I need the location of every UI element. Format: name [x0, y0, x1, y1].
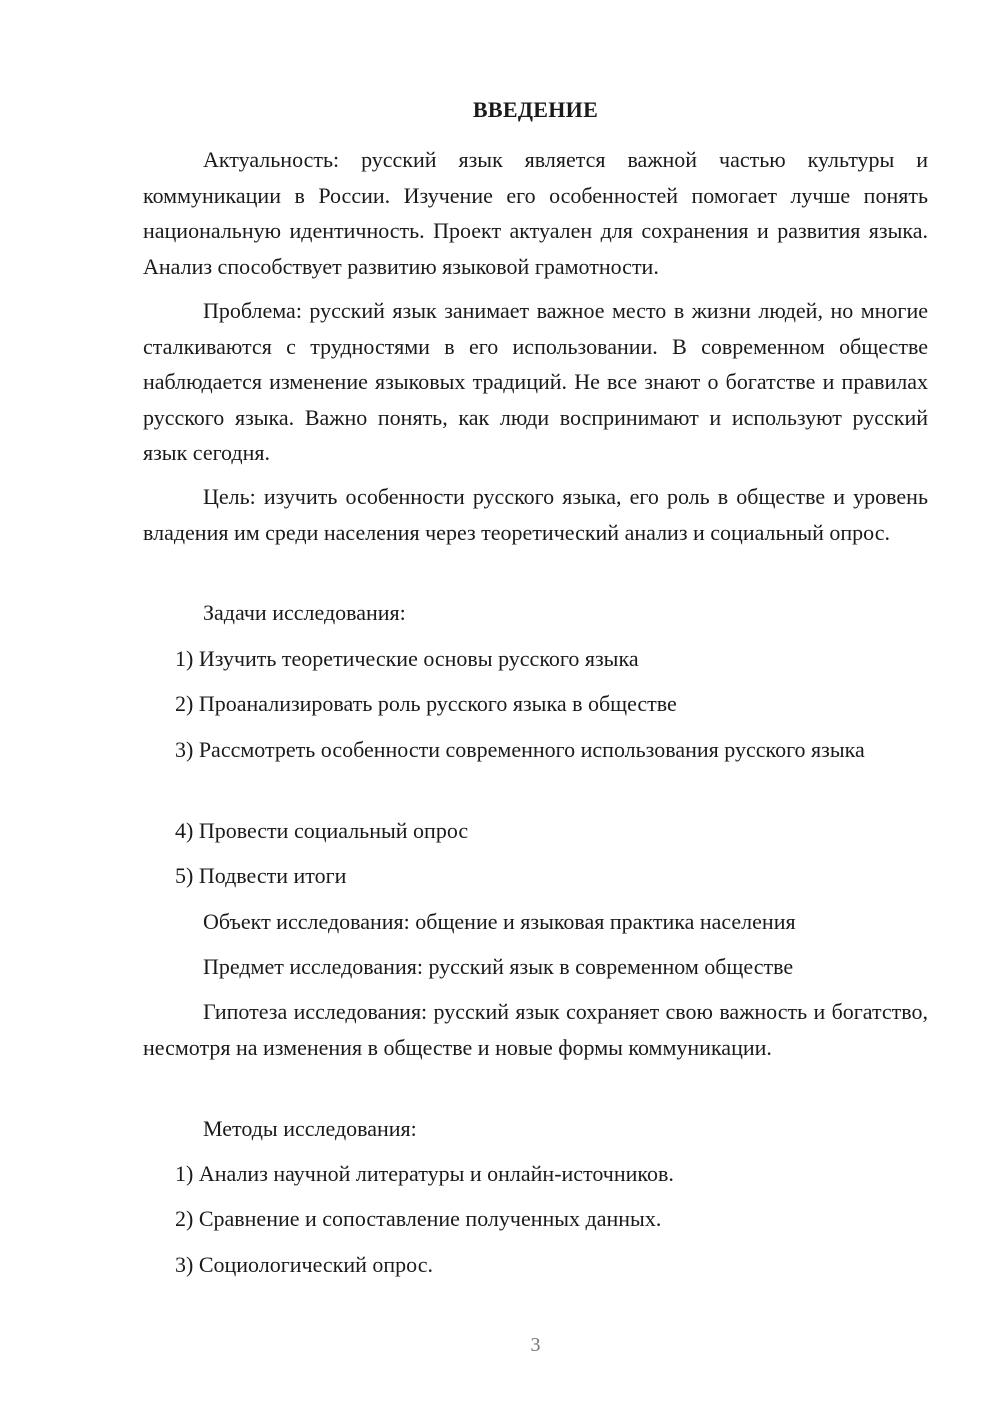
task-item: 4) Провести социальный опрос	[175, 818, 469, 843]
task-item: 1) Изучить теоретические основы русского языка	[175, 646, 639, 671]
object-line: Объект исследования: общение и языковая практика населения	[203, 909, 796, 934]
goal-paragraph: Цель: изучить особенности русского языка, его роль в обществе и уровень владения им среди населения через теоретический анализ и социальный опрос.	[143, 484, 928, 545]
problem-paragraph: Проблема: русский язык занимает важное место в жизни людей, но многие сталкиваются с трудностями в его использовании. В современном обществе наблюдается изменение языковых традиций. Не все знают о богатстве и правилах русского языка. Важно понять, как люди воспринимают и используют русский язык сегодня.	[143, 298, 928, 465]
task-item: 5) Подвести итоги	[175, 863, 347, 888]
method-item: 1) Анализ научной литературы и онлайн-источников.	[175, 1161, 674, 1186]
hypothesis-paragraph: Гипотеза исследования: русский язык сохраняет свою важность и богатство, несмотря на изменения в обществе и новые формы коммуникации.	[143, 999, 928, 1060]
tasks-heading: Задачи исследования:	[203, 600, 406, 625]
method-item: 3) Социологический опрос.	[175, 1252, 433, 1277]
methods-heading: Методы исследования:	[203, 1116, 417, 1141]
section-title: ВВЕДЕНИЕ	[472, 97, 599, 122]
relevance-paragraph: Актуальность: русский язык является важной частью культуры и коммуникации в России. Изучение его особенностей помогает лучше понять национальную идентичность. Проект актуален для сохранения и развития языка. Анализ способствует развитию языковой грамотности.	[143, 147, 928, 279]
subject-line: Предмет исследования: русский язык в современном обществе	[203, 954, 794, 979]
method-item: 2) Сравнение и сопоставление полученных данных.	[175, 1206, 662, 1231]
document-page	[143, 0, 928, 1414]
task-item: 3) Рассмотреть особенности современного использования русского языка	[175, 737, 865, 762]
page-number: 3	[530, 1334, 541, 1356]
task-item: 2) Проанализировать роль русского языка в обществе	[175, 691, 677, 716]
